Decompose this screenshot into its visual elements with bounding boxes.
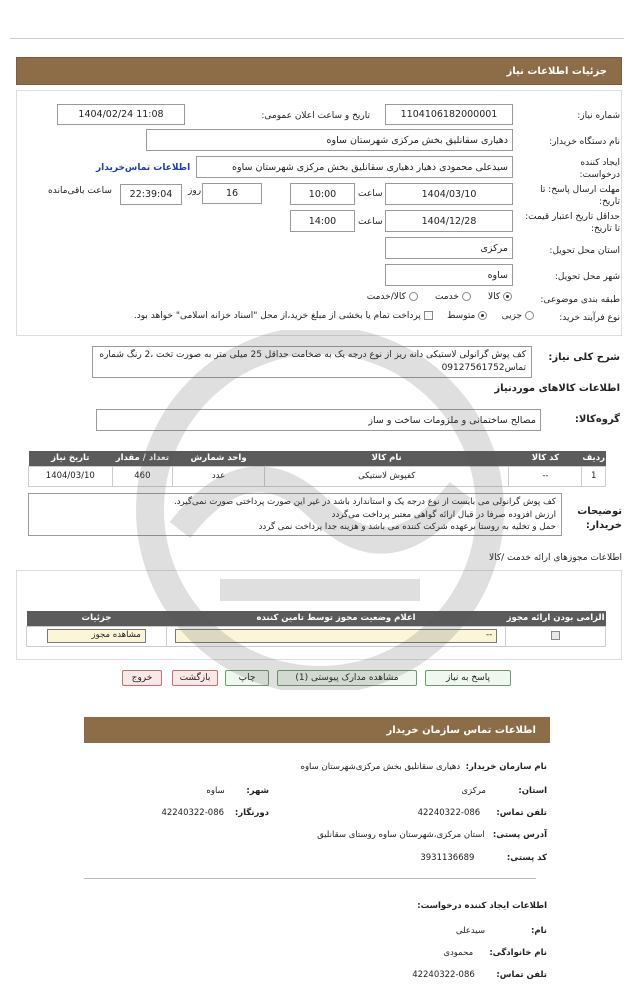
back-button[interactable]: بازگشت <box>172 670 218 686</box>
buyer-note-line: حمل و تخلیه به روستا برعهده شرکت کننده می باشد و هزینه جدا پرداخت نمی گردد <box>258 522 556 532</box>
contact-city-row <box>206 786 269 796</box>
need-number-field: 1104106182000001 <box>385 104 513 125</box>
page-title: جزئیات اطلاعات نیاز <box>506 65 607 77</box>
creator-info-title <box>417 901 547 911</box>
phone-label: تلفن تماس: <box>496 808 547 818</box>
validity-label: حداقل تاریخ اعتبار قیمت: تا تاریخ: <box>525 212 620 234</box>
announce-label: تاریخ و ساعت اعلان عمومی: <box>261 111 370 121</box>
permits-title: اطلاعات مجوزهای ارائه خدمت /کالا <box>488 553 622 563</box>
radio-medium-label: متوسط <box>447 311 476 321</box>
cphone-value: 086-42240322 <box>412 970 475 980</box>
radio-goods-service-label: کالا/خدمت <box>366 292 406 302</box>
address-label: آدرس پستی: <box>492 830 547 840</box>
contact-province-row <box>461 786 547 796</box>
col-details: جزئیات <box>27 611 167 626</box>
cell-date: 1404/03/10 <box>29 466 113 486</box>
province-label: استان محل تحویل: <box>549 246 620 256</box>
address-value: استان مرکزی،شهرستان ساوه روستای سقانلیق <box>317 830 485 840</box>
radio-medium[interactable] <box>478 311 487 320</box>
family-value: محمودی <box>443 948 474 958</box>
cell-code: -- <box>509 466 582 486</box>
col-status: اعلام وضعیت مجوز توسط تامین کننده <box>166 611 505 626</box>
view-permit-button[interactable]: مشاهده مجوز <box>47 629 146 643</box>
creator-info-title-text: اطلاعات ایجاد کننده درخواست: <box>417 901 547 911</box>
buyer-note-line: ارزش افزوده صرفا در قبال ارائه گواهی معتبر پرداخت می‌گردد <box>331 509 556 520</box>
validity-time-field: 14:00 <box>290 210 355 232</box>
creator-label: ایجاد کننده درخواست: <box>579 158 620 180</box>
buyer-contact-link[interactable]: اطلاعات تماس‌خریدار <box>96 163 191 173</box>
col-unit: واحد شمارش <box>173 451 265 466</box>
buyer-notes-label: توضیحات خریدار: <box>577 506 622 531</box>
section-header <box>16 57 622 85</box>
cell-name: کفپوش لاستیکی <box>265 466 509 486</box>
contact-header <box>84 717 550 743</box>
province-value2: مرکزی <box>461 786 486 796</box>
col-qty: تعداد / مقدار <box>112 451 173 466</box>
org-label: نام سازمان خریدار: <box>465 762 547 772</box>
postal-label: کد پستی: <box>506 853 547 863</box>
reply-button[interactable]: پاسخ به نیاز <box>425 670 511 686</box>
need-number-label: شماره نیاز: <box>577 111 620 121</box>
province-field: مرکزی <box>385 237 513 259</box>
table-row[interactable] <box>29 466 606 486</box>
remaining-time-field: 22:39:04 <box>120 184 182 205</box>
buyer-note-line: کف پوش گرانولی می بایست از نوع درجه یک و استاندارد باشد در غیر این صورت پرداختی صورت نمی‌گیرد. <box>173 497 556 507</box>
col-date: تاریخ نیاز <box>29 451 113 466</box>
name-label: نام: <box>530 926 547 936</box>
goods-group-label: گروه‌کالا: <box>574 414 620 425</box>
goods-table <box>28 451 606 487</box>
permit-status-field[interactable]: -- <box>175 629 497 643</box>
cell-row: 1 <box>582 466 606 486</box>
org-value: دهیاری سقانلیق بخش مرکزی‌شهرستان ساوه <box>300 762 461 772</box>
remaining-time-label: ساعت باقی‌مانده <box>48 186 112 196</box>
contact-fax-row <box>161 808 269 818</box>
top-divider <box>10 38 624 39</box>
summary-field: کف پوش گرانولی لاستیکی دانه ریز از نوع درجه یک به ضخامت حداقل 25 میلی متر به صورت تخت ،2 رنگ شماره تماس09127561752 <box>92 346 532 378</box>
treasury-note: پرداخت تمام یا بخشی از مبلغ خرید،از محل "اسناد خزانه اسلامی" خواهد بود. <box>133 311 421 321</box>
contact-postal-row <box>420 853 547 863</box>
deadline-time-field: 10:00 <box>290 183 355 205</box>
postal-value: 3931136689 <box>420 853 475 863</box>
col-name: نام کالا <box>265 451 509 466</box>
goods-group-field: مصالح ساختمانی و ملزومات ساخت و ساز <box>96 409 541 431</box>
contact-phone-row <box>418 808 547 818</box>
cell-qty: 460 <box>112 466 173 486</box>
permits-table <box>26 611 606 647</box>
contact-title: اطلاعات تماس سازمان خریدار <box>386 724 536 736</box>
cphone-label: تلفن تماس: <box>496 970 547 980</box>
fax-value: 086-42240322 <box>161 808 225 818</box>
contact-org-row <box>301 762 548 772</box>
buyer-org-field: دهیاری سقانلیق بخش مرکزی شهرستان ساوه <box>146 129 513 151</box>
creator-name-row <box>456 926 547 936</box>
attachments-button[interactable]: مشاهده مدارک پیوستی (1) <box>277 670 417 686</box>
table-row <box>27 626 606 646</box>
family-label: نام خانوادگی: <box>489 948 547 958</box>
print-button[interactable]: چاپ <box>225 670 269 686</box>
process-radio-group <box>134 311 534 321</box>
radio-minor-label: جزیی <box>501 311 523 321</box>
summary-label: شرح کلی نیاز: <box>548 352 620 363</box>
fax-label: دورنگار: <box>234 808 269 818</box>
col-required: الزامی بودن ارائه مجوز <box>506 611 606 626</box>
buyer-notes-field <box>28 493 562 536</box>
city-field: ساوه <box>385 264 513 286</box>
radio-minor[interactable] <box>525 311 534 320</box>
col-row: ردیف <box>582 451 606 466</box>
cell-unit: عدد <box>173 466 265 486</box>
radio-goods[interactable] <box>503 292 512 301</box>
deadline-time-label: ساعت <box>358 189 383 199</box>
exit-button[interactable]: خروج <box>122 670 162 686</box>
deadline-label: مهلت ارسال پاسخ: تا تاریخ: <box>540 185 620 207</box>
category-radio-group <box>329 292 512 302</box>
radio-goods-service[interactable] <box>409 292 418 301</box>
announce-field: 1404/02/24 11:08 <box>57 104 185 125</box>
validity-time-label: ساعت <box>358 217 383 227</box>
contact-divider <box>84 878 536 879</box>
creator-field: سیدعلی محمودی دهیار دهیاری سقانلیق بخش مرکزی شهرستان ساوه <box>196 156 513 178</box>
phone-value: 086-42240322 <box>417 808 481 818</box>
treasury-checkbox[interactable] <box>424 311 433 320</box>
name-value: سیدعلی <box>455 926 486 936</box>
col-code: کد کالا <box>509 451 582 466</box>
radio-service[interactable] <box>462 292 471 301</box>
category-label: طبقه بندی موضوعی: <box>540 295 620 305</box>
province-label2: استان: <box>518 786 547 796</box>
city-label: شهر محل تحویل: <box>554 272 620 282</box>
buyer-org-label: نام دستگاه خریدار: <box>549 137 620 147</box>
days-label: روز <box>188 186 202 196</box>
radio-goods-label: کالا <box>487 292 501 302</box>
goods-info-title: اطلاعات کالاهای موردنیاز <box>494 383 620 394</box>
days-field: 16 <box>202 183 262 204</box>
process-label: نوع فرآیند خرید: <box>559 313 620 323</box>
city-value2: ساوه <box>206 786 225 796</box>
city-label2: شهر: <box>246 786 269 796</box>
radio-service-label: خدمت <box>434 292 459 302</box>
deadline-date-field: 1404/03/10 <box>385 183 513 205</box>
validity-date-field: 1404/12/28 <box>385 210 513 232</box>
required-checkbox <box>551 631 560 640</box>
creator-phone-row <box>412 970 547 980</box>
contact-address-row <box>317 830 547 840</box>
creator-family-row <box>443 948 547 958</box>
